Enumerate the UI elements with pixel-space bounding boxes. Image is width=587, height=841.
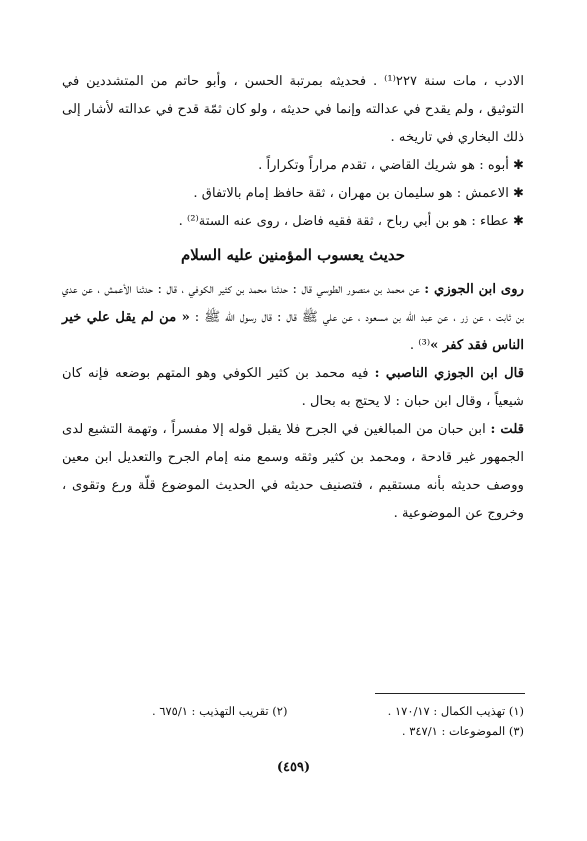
- response-lead: قلت :: [490, 422, 524, 437]
- asterisk-icon: ✱: [512, 214, 524, 229]
- footnote-3: (٣) الموضوعات : ٣٤٧/١ .: [401, 724, 524, 738]
- response-text: ابن حبان من المبالغين في الجرح فلا يقبل قوله إلا مفسراً ، وتهمة التشيع لدى الجمهور غير قادحة ، ومحمد بن كثير وثقه وسمع منه إمام الجرح والتعديل ابن معين ووصف حديثه بأنه مستقيم ، فتصنيف حديثه في الحديث الموضوع قلّة ورع وتقوى ، وخروج عن الموضوعية .: [62, 422, 524, 521]
- bullet-item-ataa: [62, 208, 524, 236]
- footnote-row: [62, 721, 524, 741]
- page-number: (٤٥٩): [276, 760, 311, 775]
- bullet-item-father: [62, 152, 524, 180]
- narration-text: عن محمد بن منصور الطوسي قال : حدثنا محمد بن كثير الكوفي ، قال : حدثنا الأعمش ، عن عدي بن ثابت ، عن زر ، عن عبد الله بن مسعود ، عن علي ﷺ قال : قال رسول الله ﷺ :: [62, 282, 524, 325]
- bullet-text: أبوه : هو شريك القاضي ، تقدم مراراً وتكراراً .: [258, 158, 509, 173]
- footnote-row: [62, 701, 524, 721]
- critic-lead: قال ابن الجوزي الناصبي :: [374, 366, 524, 381]
- bullet-item-aamash: [62, 180, 524, 208]
- narration-lead: روى ابن الجوزي :: [424, 282, 524, 297]
- asterisk-icon: ✱: [512, 186, 524, 201]
- asterisk-icon: ✱: [512, 158, 524, 173]
- critic-text: فيه محمد بن كثير الكوفي وهو المتهم بوضعه فإنه كان شيعياً ، وقال ابن حبان : لا يحتج به بحال .: [62, 366, 524, 409]
- section-heading: حديث يعسوب المؤمنين عليه السلام: [180, 246, 406, 264]
- paragraph-opening: الادب ، مات سنة ٢٢٧⁽¹⁾ . فحديثه بمرتبة الحسن ، وأبو حاتم من المتشددين في التوثيق ، ولم يقدح في عدالته وإنما في حديثه ، ولو كان ثمّة قدح في عدالته لأشار إلى ذلك البخاري في تاريخه .: [62, 74, 524, 145]
- hadith-quote: « من لم يقل علي خير الناس فقد كفر »: [62, 310, 524, 353]
- narration-tail: ⁽³⁾ .: [409, 338, 431, 353]
- paragraph-narration: [62, 276, 524, 360]
- footnote-2: (٢) تقريب التهذيب : ٦٧٥/١ .: [152, 704, 288, 718]
- bullet-text: عطاء : هو بن أبي رباح ، ثقة فقيه فاضل ، روى عنه الستة⁽²⁾ .: [178, 214, 509, 229]
- main-text: [62, 68, 524, 528]
- paragraph-response: [62, 416, 524, 528]
- bullet-text: الاعمش : هو سليمان بن مهران ، ثقة حافظ إمام بالاتفاق .: [193, 186, 509, 201]
- footnotes: [62, 701, 524, 741]
- paragraph-critic: [62, 360, 524, 416]
- footnote-divider: [375, 693, 525, 694]
- footnote-1: (١) تهذيب الكمال : ١٧٠/١٧ .: [387, 704, 524, 718]
